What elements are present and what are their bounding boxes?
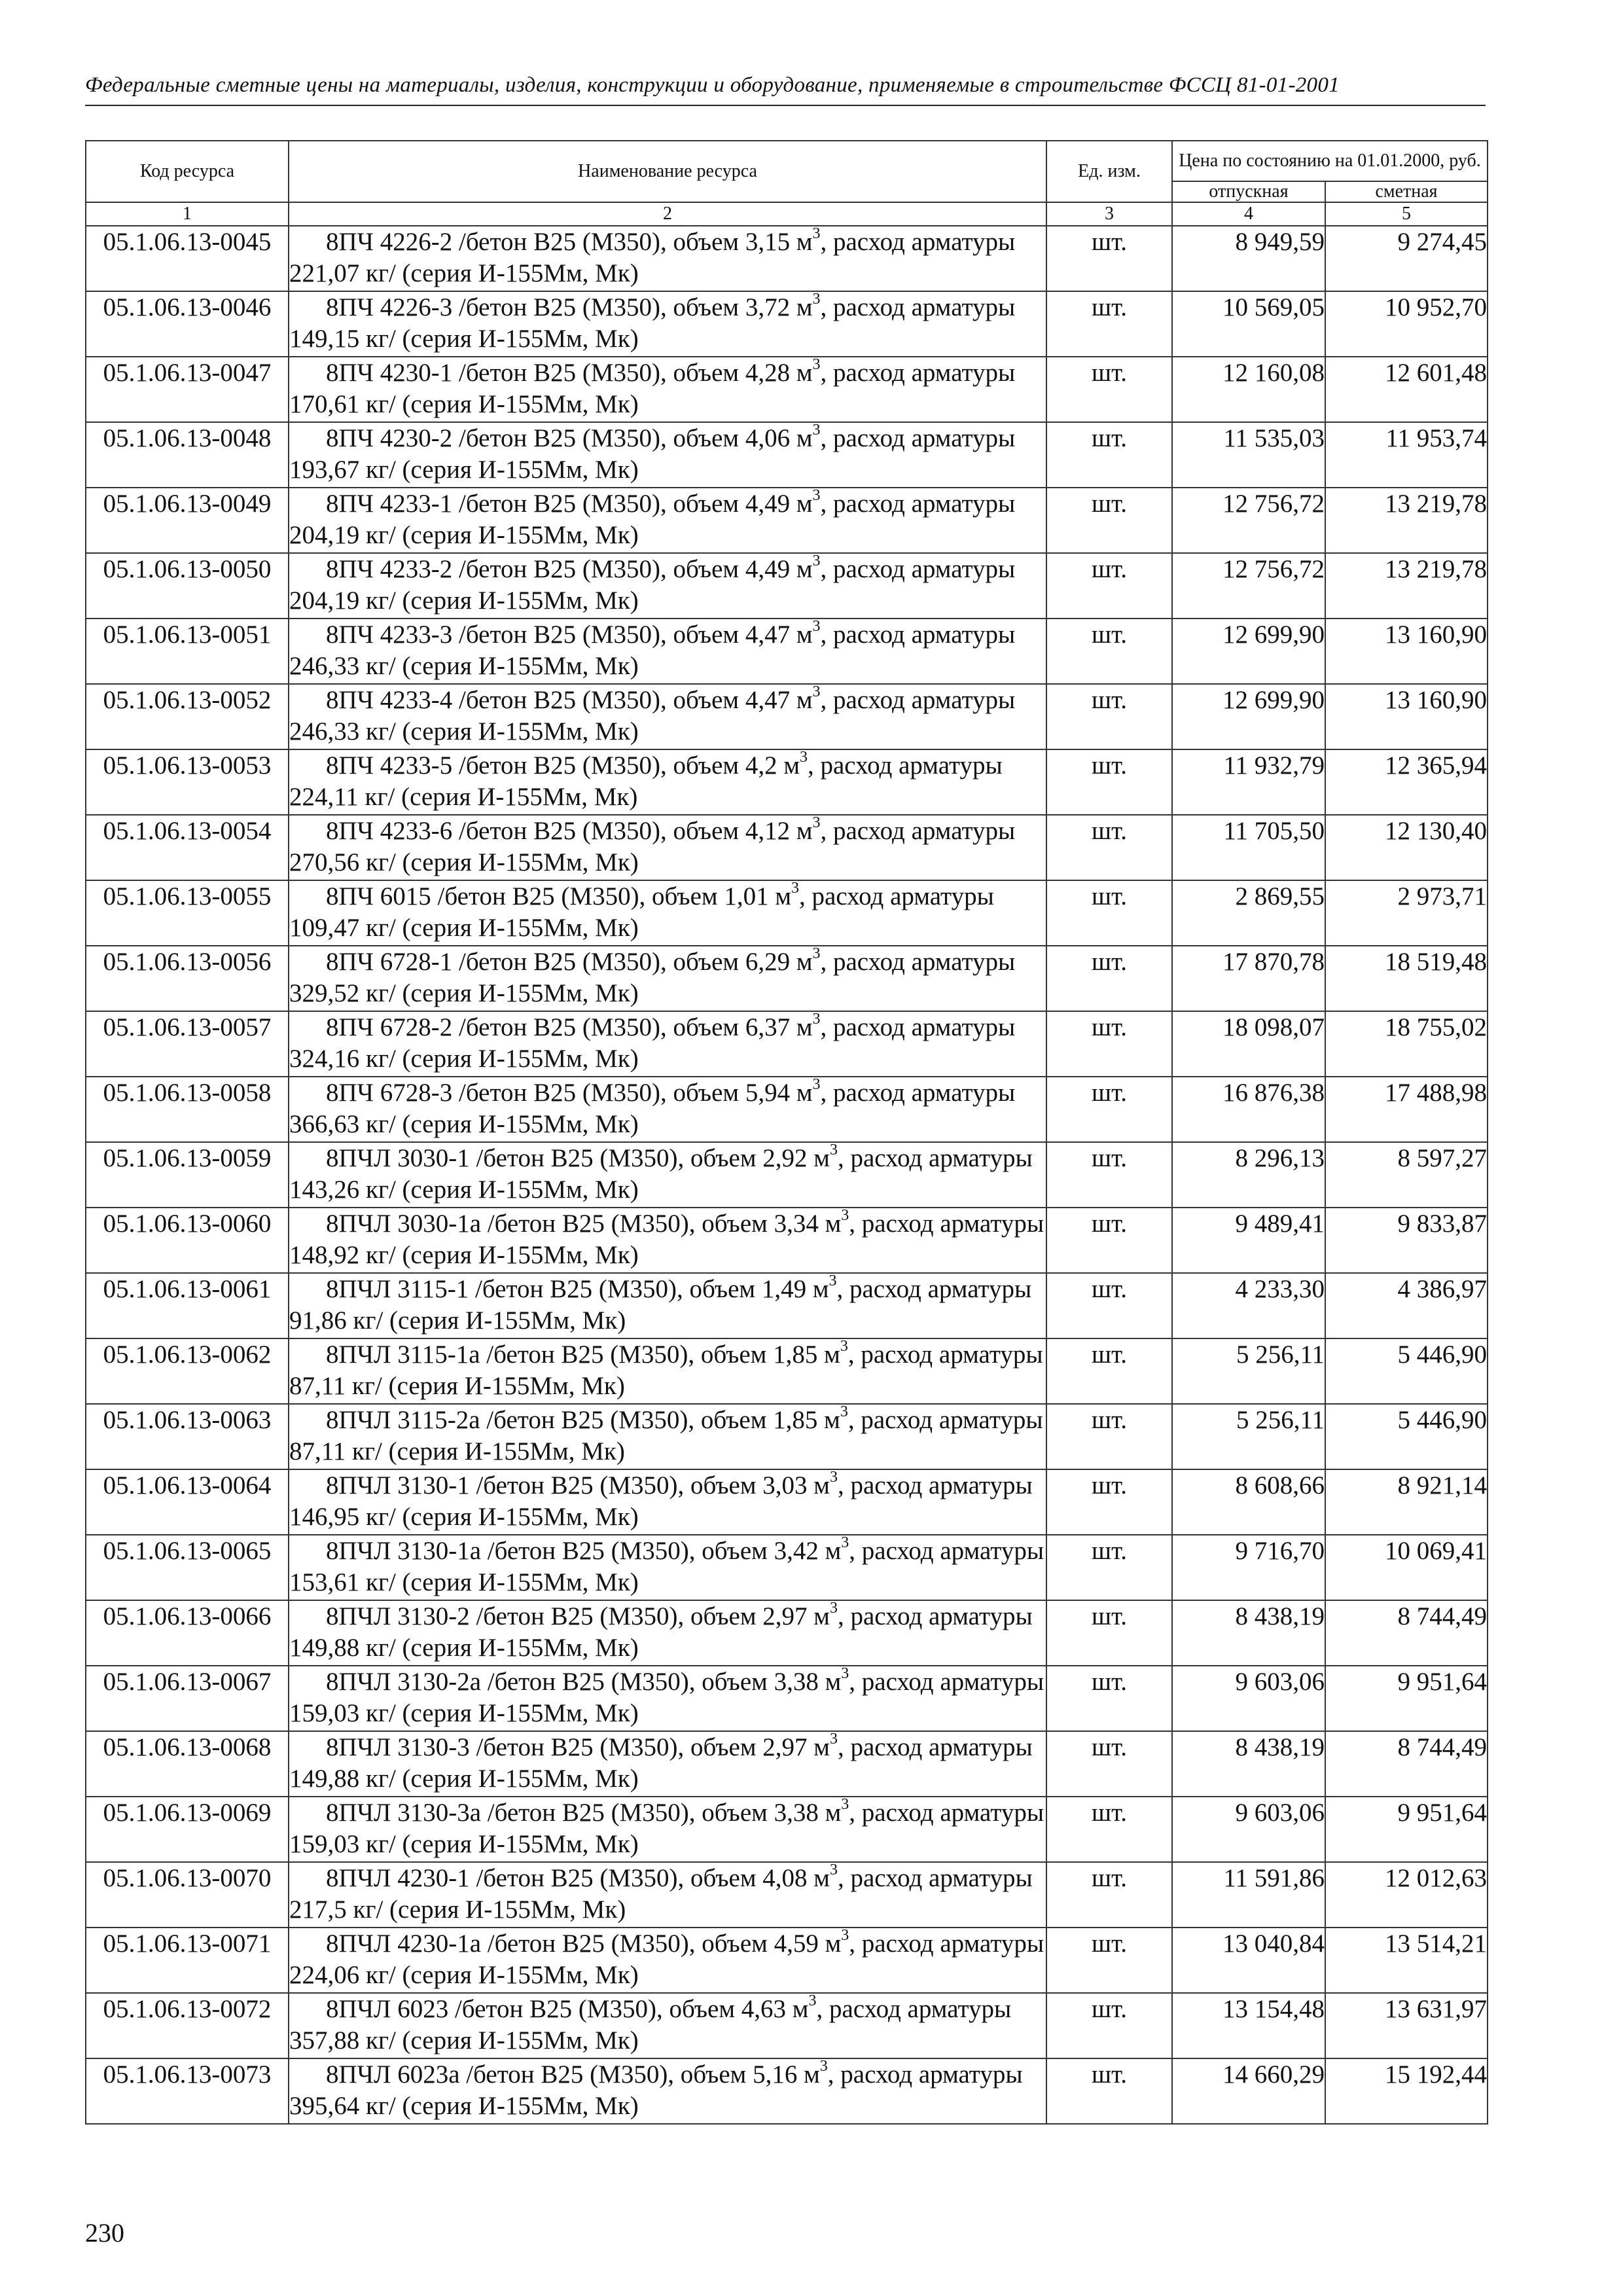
estimate-price: 9 951,64 <box>1325 1797 1488 1862</box>
unit-exponent: 3 <box>791 880 800 897</box>
resource-name-text: 8ПЧ 4233-6 /бетон В25 (М350), объем 4,12 м <box>326 817 813 845</box>
release-price: 9 603,06 <box>1172 1666 1325 1731</box>
resource-code: 05.1.06.13-0048 <box>86 422 289 488</box>
table-row <box>86 880 1488 946</box>
resource-name-text-rest: , расход арматуры 87,11 кг/ (серия И-155Мм, Мк) <box>289 1406 1043 1465</box>
release-price: 12 756,72 <box>1172 488 1325 553</box>
release-price: 12 160,08 <box>1172 357 1325 422</box>
unit-exponent: 3 <box>812 814 821 831</box>
unit-of-measure: шт. <box>1046 684 1172 749</box>
resource-name-text-rest: , расход арматуры 246,33 кг/ (серия И-155Мм, Мк) <box>289 620 1016 680</box>
unit-exponent: 3 <box>841 1534 849 1551</box>
release-price: 13 154,48 <box>1172 1993 1325 2058</box>
unit-of-measure: шт. <box>1046 1404 1172 1469</box>
resource-name-text: 8ПЧ 4230-2 /бетон В25 (М350), объем 4,06 м <box>326 424 813 452</box>
resource-code: 05.1.06.13-0051 <box>86 619 289 684</box>
estimate-price: 8 597,27 <box>1325 1142 1488 1208</box>
resource-name-text: 8ПЧ 4226-3 /бетон В25 (М350), объем 3,72 м <box>326 293 813 321</box>
unit-exponent: 3 <box>840 1338 848 1355</box>
resource-name-text: 8ПЧ 6728-3 /бетон В25 (М350), объем 5,94 м <box>326 1079 813 1107</box>
unit-of-measure: шт. <box>1046 1600 1172 1666</box>
resource-name-text: 8ПЧЛ 3130-1а /бетон В25 (М350), объем 3,42 м <box>326 1537 842 1565</box>
release-price: 11 705,50 <box>1172 815 1325 880</box>
release-price: 8 949,59 <box>1172 226 1325 291</box>
table-row <box>86 1993 1488 2058</box>
table-row <box>86 1731 1488 1797</box>
estimate-price: 5 446,90 <box>1325 1404 1488 1469</box>
unit-exponent: 3 <box>812 683 821 700</box>
resource-name-text-rest: , расход арматуры 395,64 кг/ (серия И-155Мм, Мк) <box>289 2060 1023 2120</box>
release-price: 5 256,11 <box>1172 1404 1325 1469</box>
estimate-price: 13 219,78 <box>1325 488 1488 553</box>
resource-name-text-rest: , расход арматуры 224,06 кг/ (серия И-155Мм, Мк) <box>289 1929 1044 1989</box>
unit-of-measure: шт. <box>1046 946 1172 1011</box>
unit-of-measure: шт. <box>1046 1077 1172 1142</box>
unit-exponent: 3 <box>812 618 821 635</box>
table-row <box>86 553 1488 619</box>
unit-of-measure: шт. <box>1046 1731 1172 1797</box>
estimate-price: 11 953,74 <box>1325 422 1488 488</box>
column-number: 1 <box>86 202 289 226</box>
resource-code: 05.1.06.13-0055 <box>86 880 289 946</box>
resource-name <box>289 1600 1046 1666</box>
estimate-price: 13 160,90 <box>1325 619 1488 684</box>
resource-name-text: 8ПЧЛ 4230-1 /бетон В25 (М350), объем 4,08 м <box>326 1864 830 1892</box>
estimate-price: 12 601,48 <box>1325 357 1488 422</box>
table-row <box>86 1011 1488 1077</box>
unit-exponent: 3 <box>841 1796 849 1813</box>
release-price: 11 535,03 <box>1172 422 1325 488</box>
release-price: 8 608,66 <box>1172 1469 1325 1535</box>
resource-name-text-rest: , расход арматуры 217,5 кг/ (серия И-155Мм, Мк) <box>289 1864 1033 1924</box>
estimate-price: 2 973,71 <box>1325 880 1488 946</box>
resource-code: 05.1.06.13-0060 <box>86 1208 289 1273</box>
unit-exponent: 3 <box>800 749 808 766</box>
table-row <box>86 1338 1488 1404</box>
release-price: 2 869,55 <box>1172 880 1325 946</box>
estimate-price: 9 833,87 <box>1325 1208 1488 1273</box>
release-price: 13 040,84 <box>1172 1928 1325 1993</box>
resource-name <box>289 749 1046 815</box>
unit-exponent: 3 <box>829 1861 838 1878</box>
table-row <box>86 1404 1488 1469</box>
table-row <box>86 357 1488 422</box>
table-row <box>86 1273 1488 1338</box>
estimate-price: 13 160,90 <box>1325 684 1488 749</box>
table-row <box>86 488 1488 553</box>
resource-name <box>289 815 1046 880</box>
column-header-release-price: отпускная <box>1172 181 1325 202</box>
table-row <box>86 684 1488 749</box>
unit-exponent: 3 <box>829 1272 837 1289</box>
unit-exponent: 3 <box>808 1992 817 2009</box>
unit-of-measure: шт. <box>1046 357 1172 422</box>
unit-of-measure: шт. <box>1046 880 1172 946</box>
unit-exponent: 3 <box>812 1076 821 1093</box>
estimate-price: 10 069,41 <box>1325 1535 1488 1600</box>
unit-of-measure: шт. <box>1046 815 1172 880</box>
resource-code: 05.1.06.13-0073 <box>86 2058 289 2124</box>
resource-code: 05.1.06.13-0061 <box>86 1273 289 1338</box>
unit-exponent: 3 <box>812 422 821 439</box>
release-price: 8 296,13 <box>1172 1142 1325 1208</box>
resource-name <box>289 291 1046 357</box>
resource-name <box>289 1142 1046 1208</box>
resource-name <box>289 1928 1046 1993</box>
release-price: 11 932,79 <box>1172 749 1325 815</box>
table-row <box>86 1928 1488 1993</box>
resource-name-text: 8ПЧЛ 3130-1 /бетон В25 (М350), объем 3,03 м <box>326 1471 830 1499</box>
unit-of-measure: шт. <box>1046 749 1172 815</box>
resource-code: 05.1.06.13-0068 <box>86 1731 289 1797</box>
resource-name-text-rest: , расход арматуры 109,47 кг/ (серия И-155Мм, Мк) <box>289 882 994 942</box>
release-price: 11 591,86 <box>1172 1862 1325 1928</box>
estimate-price: 18 755,02 <box>1325 1011 1488 1077</box>
resource-name <box>289 1208 1046 1273</box>
resource-name-text: 8ПЧ 4233-4 /бетон В25 (М350), объем 4,47 м <box>326 686 813 714</box>
table-row <box>86 1469 1488 1535</box>
release-price: 14 660,29 <box>1172 2058 1325 2124</box>
resource-name-text-rest: , расход арматуры 193,67 кг/ (серия И-155Мм, Мк) <box>289 424 1016 484</box>
resource-name-text-rest: , расход арматуры 204,19 кг/ (серия И-155Мм, Мк) <box>289 490 1016 549</box>
resource-name-text-rest: , расход арматуры 366,63 кг/ (серия И-155Мм, Мк) <box>289 1079 1016 1138</box>
resource-code: 05.1.06.13-0052 <box>86 684 289 749</box>
resource-code: 05.1.06.13-0067 <box>86 1666 289 1731</box>
unit-of-measure: шт. <box>1046 1535 1172 1600</box>
unit-exponent: 3 <box>829 1469 838 1486</box>
release-price: 9 489,41 <box>1172 1208 1325 1273</box>
unit-of-measure: шт. <box>1046 1797 1172 1862</box>
table-row <box>86 291 1488 357</box>
resource-code: 05.1.06.13-0058 <box>86 1077 289 1142</box>
estimate-price: 12 012,63 <box>1325 1862 1488 1928</box>
resource-name <box>289 1469 1046 1535</box>
unit-of-measure: шт. <box>1046 422 1172 488</box>
release-price: 10 569,05 <box>1172 291 1325 357</box>
resource-name <box>289 1273 1046 1338</box>
resource-code: 05.1.06.13-0046 <box>86 291 289 357</box>
column-number: 5 <box>1325 202 1488 226</box>
unit-of-measure: шт. <box>1046 1469 1172 1535</box>
estimate-price: 12 130,40 <box>1325 815 1488 880</box>
estimate-price: 13 219,78 <box>1325 553 1488 619</box>
resource-name-text: 8ПЧЛ 6023а /бетон В25 (М350), объем 5,16 м <box>326 2060 820 2089</box>
release-price: 9 716,70 <box>1172 1535 1325 1600</box>
resource-code: 05.1.06.13-0056 <box>86 946 289 1011</box>
estimate-price: 13 514,21 <box>1325 1928 1488 1993</box>
unit-of-measure: шт. <box>1046 1142 1172 1208</box>
resource-name-text: 8ПЧ 6015 /бетон В25 (М350), объем 1,01 м <box>326 882 792 910</box>
unit-of-measure: шт. <box>1046 553 1172 619</box>
resource-name-text: 8ПЧ 4233-5 /бетон В25 (М350), объем 4,2 м <box>326 751 800 780</box>
resource-name-text-rest: , расход арматуры 143,26 кг/ (серия И-155Мм, Мк) <box>289 1144 1033 1204</box>
unit-exponent: 3 <box>841 1207 849 1224</box>
table-row <box>86 619 1488 684</box>
resource-code: 05.1.06.13-0064 <box>86 1469 289 1535</box>
resource-code: 05.1.06.13-0062 <box>86 1338 289 1404</box>
column-header-estimate-price: сметная <box>1325 181 1488 202</box>
resource-name <box>289 1666 1046 1731</box>
table-row <box>86 946 1488 1011</box>
resource-name <box>289 880 1046 946</box>
unit-of-measure: шт. <box>1046 1208 1172 1273</box>
resource-name <box>289 684 1046 749</box>
unit-exponent: 3 <box>812 945 821 962</box>
estimate-price: 10 952,70 <box>1325 291 1488 357</box>
unit-exponent: 3 <box>829 1141 838 1158</box>
release-price: 9 603,06 <box>1172 1797 1325 1862</box>
resource-name <box>289 357 1046 422</box>
table-row <box>86 1600 1488 1666</box>
unit-exponent: 3 <box>812 552 821 569</box>
resource-name <box>289 1011 1046 1077</box>
resource-name-text-rest: , расход арматуры 170,61 кг/ (серия И-155Мм, Мк) <box>289 359 1016 418</box>
price-table <box>85 140 1488 2125</box>
release-price: 12 699,90 <box>1172 619 1325 684</box>
resource-name <box>289 1535 1046 1600</box>
column-number: 3 <box>1046 202 1172 226</box>
resource-code: 05.1.06.13-0047 <box>86 357 289 422</box>
release-price: 18 098,07 <box>1172 1011 1325 1077</box>
resource-name-text: 8ПЧ 4226-2 /бетон В25 (М350), объем 3,15 м <box>326 228 813 256</box>
unit-of-measure: шт. <box>1046 1666 1172 1731</box>
resource-name <box>289 2058 1046 2124</box>
unit-of-measure: шт. <box>1046 1273 1172 1338</box>
resource-name <box>289 946 1046 1011</box>
resource-name-text: 8ПЧ 6728-2 /бетон В25 (М350), объем 6,37 м <box>326 1013 813 1041</box>
resource-name <box>289 488 1046 553</box>
release-price: 17 870,78 <box>1172 946 1325 1011</box>
resource-name <box>289 553 1046 619</box>
estimate-price: 18 519,48 <box>1325 946 1488 1011</box>
unit-of-measure: шт. <box>1046 1928 1172 1993</box>
resource-name-text-rest: , расход арматуры 87,11 кг/ (серия И-155Мм, Мк) <box>289 1340 1043 1400</box>
estimate-price: 9 951,64 <box>1325 1666 1488 1731</box>
estimate-price: 17 488,98 <box>1325 1077 1488 1142</box>
unit-exponent: 3 <box>812 487 821 504</box>
resource-name <box>289 1404 1046 1469</box>
estimate-price: 4 386,97 <box>1325 1273 1488 1338</box>
unit-of-measure: шт. <box>1046 1862 1172 1928</box>
resource-code: 05.1.06.13-0069 <box>86 1797 289 1862</box>
unit-of-measure: шт. <box>1046 2058 1172 2124</box>
release-price: 8 438,19 <box>1172 1600 1325 1666</box>
table-row <box>86 749 1488 815</box>
resource-code: 05.1.06.13-0072 <box>86 1993 289 2058</box>
resource-name-text: 8ПЧЛ 3115-1а /бетон В25 (М350), объем 1,85 м <box>326 1340 840 1369</box>
resource-name-text-rest: , расход арматуры 153,61 кг/ (серия И-155Мм, Мк) <box>289 1537 1044 1596</box>
table-row <box>86 1208 1488 1273</box>
resource-name-text: 8ПЧ 6728-1 /бетон В25 (М350), объем 6,29 м <box>326 948 813 976</box>
resource-name-text-rest: , расход арматуры 224,11 кг/ (серия И-155Мм, Мк) <box>289 751 1003 811</box>
table-row <box>86 1535 1488 1600</box>
estimate-price: 13 631,97 <box>1325 1993 1488 2058</box>
resource-name <box>289 1077 1046 1142</box>
resource-name-text-rest: , расход арматуры 204,19 кг/ (серия И-155Мм, Мк) <box>289 555 1016 615</box>
unit-of-measure: шт. <box>1046 226 1172 291</box>
resource-code: 05.1.06.13-0063 <box>86 1404 289 1469</box>
resource-code: 05.1.06.13-0070 <box>86 1862 289 1928</box>
resource-name-text-rest: , расход арматуры 159,03 кг/ (серия И-155Мм, Мк) <box>289 1668 1044 1727</box>
estimate-price: 5 446,90 <box>1325 1338 1488 1404</box>
column-number: 2 <box>289 202 1046 226</box>
resource-name <box>289 619 1046 684</box>
unit-exponent: 3 <box>812 1011 821 1028</box>
resource-name-text-rest: , расход арматуры 91,86 кг/ (серия И-155Мм, Мк) <box>289 1275 1032 1335</box>
resource-name-text: 8ПЧ 4233-3 /бетон В25 (М350), объем 4,47 м <box>326 620 813 649</box>
column-number: 4 <box>1172 202 1325 226</box>
resource-name-text: 8ПЧЛ 3130-2 /бетон В25 (М350), объем 2,97 м <box>326 1602 830 1630</box>
unit-exponent: 3 <box>829 1731 838 1748</box>
resource-name-text-rest: , расход арматуры 329,52 кг/ (серия И-155Мм, Мк) <box>289 948 1016 1007</box>
table-row <box>86 422 1488 488</box>
resource-name-text-rest: , расход арматуры 149,88 кг/ (серия И-155Мм, Мк) <box>289 1602 1033 1662</box>
estimate-price: 9 274,45 <box>1325 226 1488 291</box>
column-header-price-group: Цена по состоянию на 01.01.2000, руб. <box>1172 141 1488 181</box>
resource-name <box>289 1797 1046 1862</box>
release-price: 12 699,90 <box>1172 684 1325 749</box>
unit-of-measure: шт. <box>1046 1011 1172 1077</box>
resource-code: 05.1.06.13-0065 <box>86 1535 289 1600</box>
resource-name <box>289 422 1046 488</box>
table-row <box>86 1666 1488 1731</box>
resource-name <box>289 1993 1046 2058</box>
resource-name-text: 8ПЧЛ 3115-1 /бетон В25 (М350), объем 1,49 м <box>326 1275 829 1303</box>
table-body <box>86 226 1488 2124</box>
resource-name-text: 8ПЧ 4233-1 /бетон В25 (М350), объем 4,49 м <box>326 490 813 518</box>
resource-code: 05.1.06.13-0049 <box>86 488 289 553</box>
resource-name-text: 8ПЧЛ 3130-2а /бетон В25 (М350), объем 3,38 м <box>326 1668 842 1696</box>
resource-name-text-rest: , расход арматуры 146,95 кг/ (серия И-155Мм, Мк) <box>289 1471 1033 1531</box>
running-header: Федеральные сметные цены на материалы, изделия, конструкции и оборудование, применяемые в строительстве ФССЦ 81-01-2001 <box>85 73 1340 97</box>
unit-exponent: 3 <box>812 291 821 308</box>
table-row <box>86 1797 1488 1862</box>
resource-name-text-rest: , расход арматуры 148,92 кг/ (серия И-155Мм, Мк) <box>289 1210 1044 1269</box>
unit-exponent: 3 <box>812 225 821 242</box>
resource-code: 05.1.06.13-0066 <box>86 1600 289 1666</box>
resource-name-text: 8ПЧЛ 3130-3а /бетон В25 (М350), объем 3,38 м <box>326 1799 842 1827</box>
resource-name-text: 8ПЧЛ 3030-1 /бетон В25 (М350), объем 2,92 м <box>326 1144 830 1172</box>
resource-code: 05.1.06.13-0054 <box>86 815 289 880</box>
resource-name-text-rest: , расход арматуры 324,16 кг/ (серия И-155Мм, Мк) <box>289 1013 1016 1073</box>
resource-name-text-rest: , расход арматуры 221,07 кг/ (серия И-155Мм, Мк) <box>289 228 1016 287</box>
estimate-price: 12 365,94 <box>1325 749 1488 815</box>
estimate-price: 15 192,44 <box>1325 2058 1488 2124</box>
resource-name-text: 8ПЧЛ 3030-1а /бетон В25 (М350), объем 3,34 м <box>326 1210 842 1238</box>
resource-name-text-rest: , расход арматуры 159,03 кг/ (серия И-155Мм, Мк) <box>289 1799 1044 1858</box>
unit-exponent: 3 <box>819 2058 828 2075</box>
table-row <box>86 1862 1488 1928</box>
release-price: 5 256,11 <box>1172 1338 1325 1404</box>
resource-name-text: 8ПЧЛ 4230-1а /бетон В25 (М350), объем 4,59 м <box>326 1929 842 1958</box>
resource-code: 05.1.06.13-0053 <box>86 749 289 815</box>
unit-of-measure: шт. <box>1046 619 1172 684</box>
resource-code: 05.1.06.13-0050 <box>86 553 289 619</box>
resource-name-text: 8ПЧЛ 3115-2а /бетон В25 (М350), объем 1,85 м <box>326 1406 840 1434</box>
resource-name-text-rest: , расход арматуры 149,88 кг/ (серия И-155Мм, Мк) <box>289 1733 1033 1793</box>
column-header-name: Наименование ресурса <box>289 141 1046 202</box>
header-rule <box>85 105 1486 106</box>
resource-name-text: 8ПЧЛ 3130-3 /бетон В25 (М350), объем 2,97 м <box>326 1733 830 1761</box>
resource-name-text: 8ПЧ 4233-2 /бетон В25 (М350), объем 4,49 м <box>326 555 813 583</box>
resource-name-text-rest: , расход арматуры 270,56 кг/ (серия И-155Мм, Мк) <box>289 817 1016 876</box>
unit-of-measure: шт. <box>1046 488 1172 553</box>
resource-code: 05.1.06.13-0059 <box>86 1142 289 1208</box>
estimate-price: 8 921,14 <box>1325 1469 1488 1535</box>
resource-code: 05.1.06.13-0045 <box>86 226 289 291</box>
table-row <box>86 815 1488 880</box>
unit-of-measure: шт. <box>1046 291 1172 357</box>
resource-name-text: 8ПЧ 4230-1 /бетон В25 (М350), объем 4,28 м <box>326 359 813 387</box>
table-row <box>86 1077 1488 1142</box>
unit-exponent: 3 <box>829 1600 838 1617</box>
unit-exponent: 3 <box>841 1665 849 1682</box>
resource-name-text-rest: , расход арматуры 246,33 кг/ (серия И-155Мм, Мк) <box>289 686 1016 745</box>
unit-of-measure: шт. <box>1046 1338 1172 1404</box>
resource-name <box>289 1731 1046 1797</box>
resource-name <box>289 1862 1046 1928</box>
release-price: 16 876,38 <box>1172 1077 1325 1142</box>
unit-exponent: 3 <box>841 1927 849 1944</box>
resource-name-text-rest: , расход арматуры 357,88 кг/ (серия И-155Мм, Мк) <box>289 1995 1012 2054</box>
resource-code: 05.1.06.13-0057 <box>86 1011 289 1077</box>
column-header-code: Код ресурса <box>86 141 289 202</box>
page-number: 230 <box>85 2218 124 2248</box>
estimate-price: 8 744,49 <box>1325 1600 1488 1666</box>
table-row <box>86 226 1488 291</box>
release-price: 4 233,30 <box>1172 1273 1325 1338</box>
release-price: 8 438,19 <box>1172 1731 1325 1797</box>
estimate-price: 8 744,49 <box>1325 1731 1488 1797</box>
unit-of-measure: шт. <box>1046 1993 1172 2058</box>
resource-name-text: 8ПЧЛ 6023 /бетон В25 (М350), объем 4,63 м <box>326 1995 809 2023</box>
resource-code: 05.1.06.13-0071 <box>86 1928 289 1993</box>
table-row <box>86 2058 1488 2124</box>
table-row <box>86 1142 1488 1208</box>
resource-name <box>289 226 1046 291</box>
column-header-unit: Ед. изм. <box>1046 141 1172 202</box>
unit-exponent: 3 <box>840 1403 848 1420</box>
unit-exponent: 3 <box>812 356 821 373</box>
release-price: 12 756,72 <box>1172 553 1325 619</box>
resource-name-text-rest: , расход арматуры 149,15 кг/ (серия И-155Мм, Мк) <box>289 293 1016 353</box>
resource-name <box>289 1338 1046 1404</box>
